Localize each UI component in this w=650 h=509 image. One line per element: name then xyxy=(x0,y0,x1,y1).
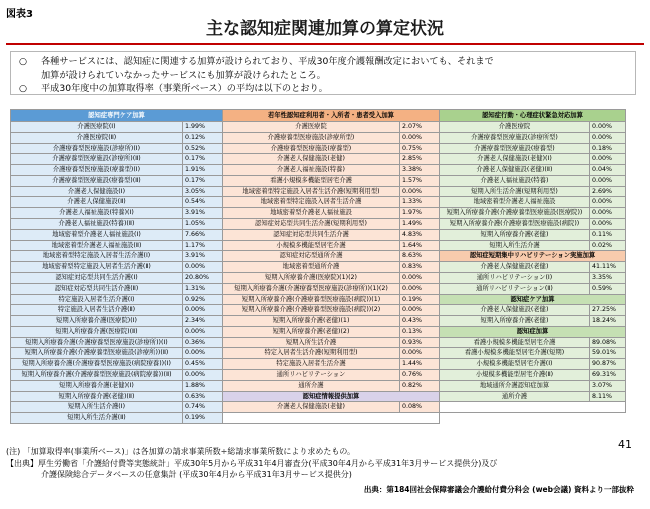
table-row xyxy=(11,294,223,305)
rate-cell: 18.24% xyxy=(590,316,626,327)
rate-cell: 1.17% xyxy=(183,240,223,251)
service-name-cell: 認知症対応型共同生活介護(Ⅰ) xyxy=(11,272,183,283)
rate-cell: 3.38% xyxy=(400,165,440,176)
service-name-cell: 地域密着型介護老人福祉施設(Ⅱ) xyxy=(11,240,183,251)
rate-cell: 0.00% xyxy=(400,305,440,316)
table-row xyxy=(223,208,440,219)
service-name-cell: 短期入所生活介護(短期利用型) xyxy=(440,186,590,197)
rate-cell: 0.18% xyxy=(590,143,626,154)
intro-bullet xyxy=(19,82,627,96)
rate-cell: 0.54% xyxy=(183,197,223,208)
table-row xyxy=(440,359,626,370)
table-row xyxy=(440,305,626,316)
service-name-cell: 介護療養型医療施設(療養型)(Ⅱ) xyxy=(11,175,183,186)
intro-text: 各種サービスには、認知症に関連する加算が設けられており、平成30年度介護報酬改定においても、それまで xyxy=(41,56,494,67)
table-row xyxy=(223,229,440,240)
service-name-cell: 地域通所介護認知症加算 xyxy=(440,380,590,391)
service-name-cell: 短期入所療養介護(老健)(Ⅱ) xyxy=(11,391,183,402)
service-name-cell: 介護老人保健施設(老健) xyxy=(223,154,400,165)
service-name-cell: 小規模多機能型居宅介護(Ⅱ) xyxy=(440,369,590,380)
rate-cell: 0.02% xyxy=(590,240,626,251)
service-name-cell: 短期入所生活介護(Ⅱ) xyxy=(11,413,183,424)
table-row xyxy=(11,186,223,197)
service-name-cell: 短期入所生活介護(Ⅰ) xyxy=(11,402,183,413)
service-name-cell: 介護老人保健施設(Ⅱ) xyxy=(11,197,183,208)
table-row xyxy=(440,132,626,143)
rate-cell: 7.66% xyxy=(183,229,223,240)
service-name-cell: 短期入所療養介護(介護療養型医療施設(病院))(1) xyxy=(223,294,400,305)
service-name-cell: 短期入所療養介護(介護療養型医療施設(医療院)) xyxy=(440,208,590,219)
service-name-cell: 介護老人福祉施設(特養)(Ⅰ) xyxy=(11,208,183,219)
table-row xyxy=(11,262,223,273)
service-name-cell: 短期入所療養介護(老健) xyxy=(440,316,590,327)
table-row xyxy=(11,391,223,402)
service-name-cell: 介護医療院(Ⅰ) xyxy=(11,122,183,133)
service-name-cell: 短期入所療養介護(老健)(2) xyxy=(223,326,400,337)
service-name-cell: 短期入所療養介護(介護療養型医療施設(診療所))(Ⅰ) xyxy=(11,337,183,348)
empty-row xyxy=(223,413,440,424)
service-name-cell: 短期入所生活介護 xyxy=(223,337,400,348)
table-row xyxy=(11,208,223,219)
table-row xyxy=(223,326,440,337)
rate-cell: 0.59% xyxy=(590,283,626,294)
service-name-cell: 介護老人保健施設(老健) xyxy=(223,402,400,413)
empty-row xyxy=(440,402,626,413)
service-name-cell: 短期入所療養介護(医療院)(Ⅱ) xyxy=(11,326,183,337)
rate-cell: 1.33% xyxy=(400,197,440,208)
rate-cell: 1.44% xyxy=(400,359,440,370)
table-row xyxy=(11,305,223,316)
rate-cell: 1.88% xyxy=(183,380,223,391)
rate-cell: 1.64% xyxy=(400,240,440,251)
table-row xyxy=(223,402,440,413)
rate-cell: 0.82% xyxy=(400,380,440,391)
table-row xyxy=(223,154,440,165)
table-row xyxy=(11,326,223,337)
table-row xyxy=(223,337,440,348)
rate-cell: 2.34% xyxy=(183,316,223,327)
table-row xyxy=(11,359,223,370)
rate-cell: 0.00% xyxy=(183,369,223,380)
rate-cell: 0.83% xyxy=(400,262,440,273)
service-name-cell: 介護医療院(Ⅱ) xyxy=(11,132,183,143)
table-row xyxy=(223,219,440,230)
table-row xyxy=(11,197,223,208)
service-name-cell: 地域密着型介護老人福祉施設 xyxy=(223,208,400,219)
table-row xyxy=(440,143,626,154)
table-row xyxy=(223,251,440,262)
rate-cell: 0.43% xyxy=(400,316,440,327)
rate-cell: 0.08% xyxy=(400,402,440,413)
rate-cell: 0.00% xyxy=(590,175,626,186)
page-number: 41 xyxy=(618,438,632,451)
service-name-cell: 短期入所療養介護(老健) xyxy=(440,229,590,240)
table-row xyxy=(440,391,626,402)
table-row xyxy=(11,229,223,240)
table-header: 若年性認知症利用者・入所者・患者受入加算 xyxy=(223,110,440,122)
rate-cell: 2.69% xyxy=(590,186,626,197)
table-row xyxy=(440,197,626,208)
section-header: 認知症情報提供加算 xyxy=(223,391,440,402)
rate-cell: 0.00% xyxy=(590,122,626,133)
rate-cell: 0.36% xyxy=(183,337,223,348)
rate-cell: 2.07% xyxy=(400,122,440,133)
intro-text-continued: 加算が設けられていなかったサービスにも加算が設けられたところ。 xyxy=(41,69,326,81)
service-name-cell: 短期入所療養介護(介護療養型医療施設(病院療養))(Ⅰ) xyxy=(11,359,183,370)
table-row xyxy=(223,380,440,391)
rate-cell: 8.11% xyxy=(590,391,626,402)
service-name-cell: 通所リハビリテーション(Ⅱ) xyxy=(440,283,590,294)
service-name-cell: 地域密着型介護老人福祉施設 xyxy=(440,197,590,208)
service-name-cell: 短期入所療養介護(医療院)(Ⅰ) xyxy=(11,316,183,327)
service-name-cell: 短期入所療養介護(介護療養型医療施設(病院療養))(Ⅱ) xyxy=(11,369,183,380)
service-name-cell: 介護老人保健施設(老健) xyxy=(440,305,590,316)
intro-box xyxy=(10,51,636,95)
rate-cell: 1.99% xyxy=(183,122,223,133)
table-row xyxy=(11,402,223,413)
rate-cell: 3.35% xyxy=(590,272,626,283)
rate-cell: 0.00% xyxy=(183,348,223,359)
service-name-cell: 地域密着型介護老人福祉施設(Ⅰ) xyxy=(11,229,183,240)
table-row xyxy=(11,272,223,283)
service-name-cell: 介護療養型医療施設(療養型)(Ⅰ) xyxy=(11,165,183,176)
service-name-cell: 介護療養型医療施設(診療所)(Ⅰ) xyxy=(11,143,183,154)
rate-cell: 0.63% xyxy=(183,391,223,402)
table-row xyxy=(440,154,626,165)
service-name-cell: 通所リハビリテーション(Ⅰ) xyxy=(440,272,590,283)
rate-cell: 0.00% xyxy=(590,219,626,230)
table-row xyxy=(11,175,223,186)
table-row xyxy=(223,359,440,370)
table-row xyxy=(440,337,626,348)
source-note-line: 介護保険総合データベースの任意集計 (平成30年4月から平成31年3月サービス提供分) xyxy=(41,470,352,479)
rate-cell: 0.00% xyxy=(400,348,440,359)
bullet-mark: ○ xyxy=(19,56,28,67)
service-name-cell: 介護療養型医療施設(診療所型) xyxy=(440,132,590,143)
service-name-cell: 地域密着型通所介護 xyxy=(223,262,400,273)
table-header-row xyxy=(440,110,626,122)
table-row xyxy=(223,283,440,294)
table-row xyxy=(223,316,440,327)
table-header-row xyxy=(11,110,223,122)
table-row xyxy=(11,219,223,230)
bpsd-emergency-table xyxy=(439,109,626,413)
table-row xyxy=(440,240,626,251)
rate-cell: 0.00% xyxy=(183,326,223,337)
rate-cell: 2.85% xyxy=(400,154,440,165)
rate-cell: 0.00% xyxy=(183,305,223,316)
service-name-cell: 介護療養型医療施設(診療所型) xyxy=(223,132,400,143)
intro-text: 平成30年度中の加算取得率（事業所ベース）の平均は以下のとおり。 xyxy=(41,83,328,94)
service-name-cell: 特定施設入居者生活介護(Ⅱ) xyxy=(11,305,183,316)
table-row xyxy=(440,380,626,391)
service-name-cell: 介護医療院 xyxy=(223,122,400,133)
bullet-mark: ○ xyxy=(19,83,28,94)
table-row xyxy=(11,132,223,143)
table-row xyxy=(223,143,440,154)
service-name-cell: 介護老人福祉施設(特養) xyxy=(440,175,590,186)
service-name-cell: 特定入居者生活介護(短期利用型) xyxy=(223,348,400,359)
service-name-cell: 介護老人保健施設(老健)(Ⅱ) xyxy=(440,165,590,176)
service-name-cell: 特定施設入居者生活介護(Ⅰ) xyxy=(11,294,183,305)
empty-cell xyxy=(223,413,440,424)
service-name-cell: 地域密着型特定施設入居者生活介護(Ⅰ) xyxy=(11,251,183,262)
table-row xyxy=(223,348,440,359)
rate-cell: 89.08% xyxy=(590,337,626,348)
table-header: 認知症行動・心理症状緊急対応加算 xyxy=(440,110,626,122)
table-row xyxy=(440,348,626,359)
rate-cell: 0.76% xyxy=(400,369,440,380)
service-name-cell: 看護小規模多機能型居宅介護 xyxy=(223,175,400,186)
rate-cell: 0.04% xyxy=(590,165,626,176)
source-note-line: 【出典】厚生労働省「介護給付費等実態統計」平成30年5月から平成31年4月審査分(平成30年4月から平成31年3月サービス提供分)及び xyxy=(6,458,498,468)
rate-cell: 0.19% xyxy=(183,413,223,424)
service-name-cell: 短期入所療養介護(介護療養型医療施設(診療所))(Ⅱ) xyxy=(11,348,183,359)
service-name-cell: 介護老人保健施設(老健)(Ⅰ) xyxy=(440,154,590,165)
rate-cell: 0.00% xyxy=(590,208,626,219)
service-name-cell: 短期入所療養介護(老健)(1) xyxy=(223,316,400,327)
notes xyxy=(6,446,497,481)
rate-cell: 0.00% xyxy=(590,197,626,208)
table-row xyxy=(223,272,440,283)
service-name-cell: 看護小規模多機能型居宅介護 xyxy=(440,337,590,348)
service-name-cell: 通所介護 xyxy=(440,391,590,402)
service-name-cell: 短期入所療養介護(介護療養型医療施設(病院))(2) xyxy=(223,305,400,316)
rate-cell: 69.31% xyxy=(590,369,626,380)
title-divider xyxy=(6,43,644,45)
table-row xyxy=(223,197,440,208)
table-header-row xyxy=(223,110,440,122)
table-row xyxy=(440,369,626,380)
service-name-cell: 介護療養型医療施設(診療所)(Ⅱ) xyxy=(11,154,183,165)
service-name-cell: 小規模多機能型居宅介護(Ⅰ) xyxy=(440,359,590,370)
section-header-row xyxy=(440,326,626,337)
table-row xyxy=(223,165,440,176)
rate-cell: 0.19% xyxy=(400,294,440,305)
rate-cell: 1.49% xyxy=(400,219,440,230)
note-line: (注) 「加算取得率(事業所ベース)」は各加算の請求事業所数÷総請求事業所数により求めたもの。 xyxy=(6,447,356,456)
rate-cell: 1.97% xyxy=(400,208,440,219)
table-row xyxy=(440,186,626,197)
service-name-cell: 通所リハビリテーション xyxy=(223,369,400,380)
rate-cell: 0.00% xyxy=(400,186,440,197)
table-row xyxy=(223,122,440,133)
section-header-row xyxy=(440,294,626,305)
table-row xyxy=(440,175,626,186)
table-row xyxy=(11,283,223,294)
service-name-cell: 地域密着型特定施設入居者生活介護 xyxy=(223,197,400,208)
rate-cell: 0.17% xyxy=(183,154,223,165)
table-header: 認知症専門ケア加算 xyxy=(11,110,223,122)
service-name-cell: 短期入所生活介護 xyxy=(440,240,590,251)
service-name-cell: 特定施設入居者生活介護 xyxy=(223,359,400,370)
table-row xyxy=(440,122,626,133)
rate-cell: 0.00% xyxy=(590,132,626,143)
section-header-row xyxy=(440,251,626,262)
rate-cell: 90.87% xyxy=(590,359,626,370)
table-row xyxy=(223,175,440,186)
rate-cell: 0.92% xyxy=(183,294,223,305)
rate-cell: 0.75% xyxy=(400,143,440,154)
rate-cell: 1.91% xyxy=(183,165,223,176)
service-name-cell: 短期入所療養介護(老健)(Ⅰ) xyxy=(11,380,183,391)
rate-cell: 20.80% xyxy=(183,272,223,283)
table-row xyxy=(223,240,440,251)
table-row xyxy=(11,413,223,424)
table-row xyxy=(223,369,440,380)
empty-cell xyxy=(440,402,626,413)
service-name-cell: 介護療養型医療施設(療養型) xyxy=(223,143,400,154)
table-row xyxy=(11,369,223,380)
table-row xyxy=(440,316,626,327)
rate-cell: 1.05% xyxy=(183,219,223,230)
service-name-cell: 介護老人福祉施設(特養)(Ⅱ) xyxy=(11,219,183,230)
service-name-cell: 小規模多機能型居宅介護 xyxy=(223,240,400,251)
rate-cell: 0.00% xyxy=(400,272,440,283)
table-row xyxy=(11,316,223,327)
table-row xyxy=(11,154,223,165)
section-header-row xyxy=(223,391,440,402)
section-header: 認知症加算 xyxy=(440,326,626,337)
service-name-cell: 地域密着型特定施設入居者生活介護(Ⅱ) xyxy=(11,262,183,273)
service-name-cell: 介護療養型医療施設(療養型) xyxy=(440,143,590,154)
service-name-cell: 看護小規模多機能型居宅介護(短期) xyxy=(440,348,590,359)
table-row xyxy=(440,272,626,283)
table-row xyxy=(11,143,223,154)
table-row xyxy=(11,240,223,251)
table-row xyxy=(11,337,223,348)
rate-cell: 0.74% xyxy=(183,402,223,413)
service-name-cell: 地域密着型特定施設入居者生活介護(短期利用型) xyxy=(223,186,400,197)
rate-cell: 59.01% xyxy=(590,348,626,359)
rate-cell: 0.00% xyxy=(590,154,626,165)
rate-cell: 0.00% xyxy=(400,132,440,143)
figure-label: 図表3 xyxy=(6,9,33,20)
intro-bullet xyxy=(19,55,627,69)
table-row xyxy=(440,229,626,240)
rate-cell: 41.11% xyxy=(590,262,626,273)
table-row xyxy=(223,186,440,197)
table-row xyxy=(440,165,626,176)
rate-cell: 3.91% xyxy=(183,208,223,219)
rate-cell: 1.31% xyxy=(183,283,223,294)
table-row xyxy=(223,305,440,316)
page-title: 主な認知症関連加算の算定状況 xyxy=(206,19,444,39)
rate-cell: 0.11% xyxy=(590,229,626,240)
table-row xyxy=(440,283,626,294)
table-row xyxy=(440,208,626,219)
rate-cell: 0.13% xyxy=(400,326,440,337)
rate-cell: 0.52% xyxy=(183,143,223,154)
rate-cell: 27.25% xyxy=(590,305,626,316)
service-name-cell: 認知症対応型共同生活介護(短期利用型) xyxy=(223,219,400,230)
service-name-cell: 介護老人保健施設(Ⅰ) xyxy=(11,186,183,197)
service-name-cell: 介護老人福祉施設(特養) xyxy=(223,165,400,176)
service-name-cell: 介護老人保健施設(老健) xyxy=(440,262,590,273)
young-onset-dementia-table xyxy=(222,109,440,424)
table-row xyxy=(11,251,223,262)
table-row xyxy=(223,294,440,305)
service-name-cell: 短期入所療養介護(介護療養型医療施設(病院)) xyxy=(440,219,590,230)
table-row xyxy=(440,219,626,230)
service-name-cell: 通所介護 xyxy=(223,380,400,391)
rate-cell: 0.93% xyxy=(400,337,440,348)
rate-cell: 3.05% xyxy=(183,186,223,197)
table-row xyxy=(11,380,223,391)
service-name-cell: 介護医療院 xyxy=(440,122,590,133)
rate-cell: 0.17% xyxy=(183,175,223,186)
table-row xyxy=(11,165,223,176)
rate-cell: 0.45% xyxy=(183,359,223,370)
table-row xyxy=(440,262,626,273)
rate-cell: 3.07% xyxy=(590,380,626,391)
table-row xyxy=(11,348,223,359)
table-row xyxy=(223,262,440,273)
service-name-cell: 短期入所療養介護(医療院)(1)(2) xyxy=(223,272,400,283)
table-row xyxy=(223,132,440,143)
source-citation: 出典：第184回社会保障審議会介護給付費分科会 (web会議) 資料より一部抜粋 xyxy=(363,485,634,494)
rate-cell: 0.00% xyxy=(400,283,440,294)
rate-cell: 8.63% xyxy=(400,251,440,262)
rate-cell: 0.00% xyxy=(183,262,223,273)
service-name-cell: 認知症対応型通所介護 xyxy=(223,251,400,262)
dementia-specialist-care-table xyxy=(10,109,223,424)
rate-cell: 4.83% xyxy=(400,229,440,240)
service-name-cell: 認知症対応型共同生活介護(Ⅱ) xyxy=(11,283,183,294)
section-header: 認知症短期集中リハビリテーション実施加算 xyxy=(440,251,626,262)
service-name-cell: 認知症対応型共同生活介護 xyxy=(223,229,400,240)
rate-cell: 0.12% xyxy=(183,132,223,143)
rate-cell: 3.91% xyxy=(183,251,223,262)
table-row xyxy=(11,122,223,133)
service-name-cell: 短期入所療養介護(介護療養型医療施設(診療所))(1)(2) xyxy=(223,283,400,294)
rate-cell: 1.57% xyxy=(400,175,440,186)
section-header: 認知症ケア加算 xyxy=(440,294,626,305)
